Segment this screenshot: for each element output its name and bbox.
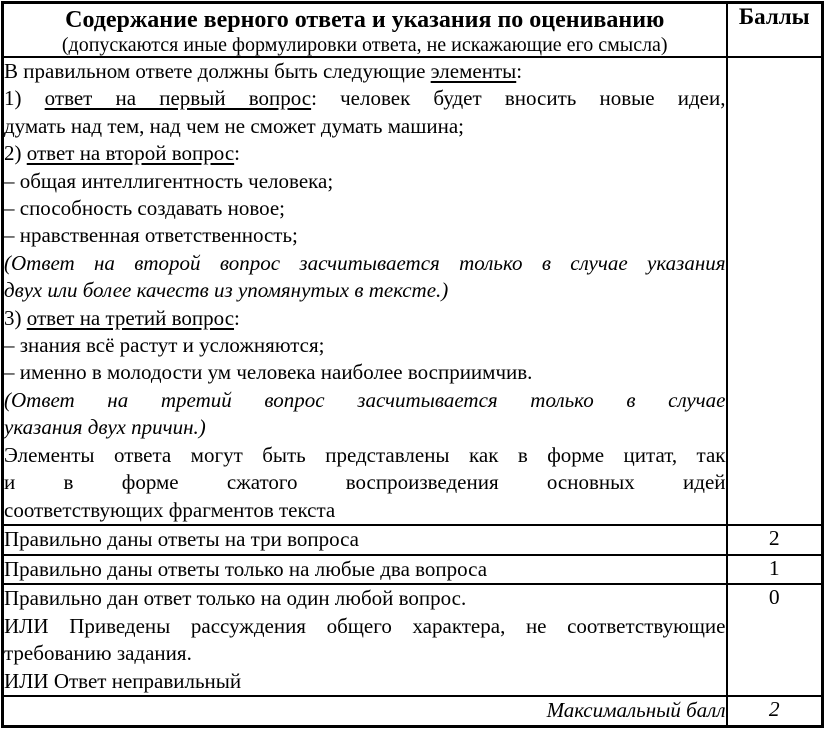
text-line bbox=[4, 387, 726, 414]
text-line bbox=[4, 195, 726, 222]
text-segment: : человек будет вносить новые идеи, bbox=[311, 86, 726, 111]
criterion-row-2-points bbox=[3, 525, 823, 555]
text-segment: : bbox=[234, 305, 240, 330]
text-line bbox=[4, 332, 726, 359]
text-segment: – способность создавать новое; bbox=[4, 196, 286, 221]
text-line bbox=[4, 168, 726, 195]
text-line bbox=[4, 613, 726, 640]
text-line bbox=[4, 140, 726, 167]
text-line bbox=[4, 526, 726, 553]
text-line bbox=[4, 359, 726, 386]
underlined-text: ответ на первый вопрос bbox=[44, 86, 312, 111]
text-line bbox=[4, 85, 726, 112]
text-line bbox=[4, 250, 726, 277]
text-segment: – именно в молодости ум человека наиболее восприимчив. bbox=[4, 360, 533, 385]
text-segment: 3) bbox=[4, 305, 27, 330]
header-cell bbox=[3, 3, 727, 58]
header-row bbox=[3, 3, 823, 58]
text-segment: Элементы ответа могут быть представлены как в форме цитат, так bbox=[4, 442, 726, 467]
text-line bbox=[4, 113, 726, 140]
text-segment: двух или более качеств из упомянутых в тексте.) bbox=[4, 278, 449, 303]
answer-content-cell bbox=[3, 57, 727, 525]
text-segment: 2) bbox=[4, 141, 27, 166]
text-segment: соответствующих фрагментов текста bbox=[4, 497, 336, 522]
text-segment: – общая интеллигентность человека; bbox=[4, 168, 334, 193]
text-segment: Правильно даны ответы на три вопроса bbox=[4, 527, 360, 551]
text-line bbox=[4, 556, 726, 583]
text-segment: ИЛИ Ответ неправильный bbox=[4, 668, 242, 693]
text-segment: думать над тем, над чем не сможет думать машина; bbox=[4, 113, 465, 138]
criterion-row-0-points bbox=[3, 584, 823, 696]
text-segment: указания двух причин.) bbox=[4, 415, 206, 440]
criterion-text-cell bbox=[3, 525, 727, 555]
underlined-text: ответ на второй вопрос bbox=[26, 141, 235, 166]
table-subtitle: (допускаются иные формулировки ответа, не искажающие его смысла) bbox=[61, 34, 668, 56]
text-line bbox=[4, 469, 726, 496]
text-segment: Правильно даны ответы только на любые два вопроса bbox=[4, 557, 488, 581]
text-line bbox=[4, 305, 726, 332]
underlined-text: элементы bbox=[430, 59, 517, 83]
text-line bbox=[4, 414, 726, 441]
text-segment: – нравственная ответственность; bbox=[4, 223, 298, 248]
text-segment: требованию задания. bbox=[4, 641, 192, 666]
criterion-text-cell bbox=[3, 584, 727, 696]
points-value: 1 bbox=[727, 555, 823, 584]
text-line bbox=[4, 585, 726, 612]
text-line bbox=[4, 442, 726, 469]
text-segment: Правильно дан ответ только на один любой вопрос. bbox=[4, 586, 467, 611]
max-score-value: 2 bbox=[727, 696, 823, 726]
text-segment: : bbox=[516, 59, 523, 83]
points-value: 2 bbox=[727, 525, 823, 555]
text-segment: (Ответ на второй вопрос засчитывается только в случае указания bbox=[4, 250, 726, 275]
max-score-label: Максимальный балл bbox=[546, 698, 726, 723]
max-score-label-cell bbox=[3, 696, 727, 726]
text-segment: В правильном ответе должны быть следующие bbox=[4, 59, 431, 83]
text-line bbox=[4, 497, 726, 524]
text-segment: – знания всё растут и усложняются; bbox=[4, 333, 325, 358]
text-segment: и в форме сжатого воспроизведения основных идей bbox=[4, 470, 726, 495]
answer-content-row bbox=[3, 57, 823, 525]
points-column-header: Баллы bbox=[727, 3, 823, 58]
text-line bbox=[4, 277, 726, 304]
text-segment: (Ответ на третий вопрос засчитывается только в случае bbox=[4, 387, 726, 412]
text-line bbox=[4, 222, 726, 249]
text-line bbox=[4, 668, 726, 695]
text-segment: ИЛИ Приведены рассуждения общего характера, не соответствующие bbox=[4, 613, 726, 638]
text-segment: 1) bbox=[4, 86, 45, 111]
criterion-row-1-point bbox=[3, 555, 823, 584]
answer-content-points-cell bbox=[727, 57, 823, 525]
points-value: 0 bbox=[727, 584, 823, 696]
text-line bbox=[4, 640, 726, 667]
underlined-text: ответ на третий вопрос bbox=[26, 305, 235, 330]
max-score-row bbox=[3, 696, 823, 726]
table-title: Содержание верного ответа и указания по оцениванию bbox=[65, 7, 665, 33]
scoring-table bbox=[1, 1, 824, 728]
text-line bbox=[4, 58, 726, 85]
criterion-text-cell bbox=[3, 555, 727, 584]
text-segment: : bbox=[234, 141, 240, 166]
